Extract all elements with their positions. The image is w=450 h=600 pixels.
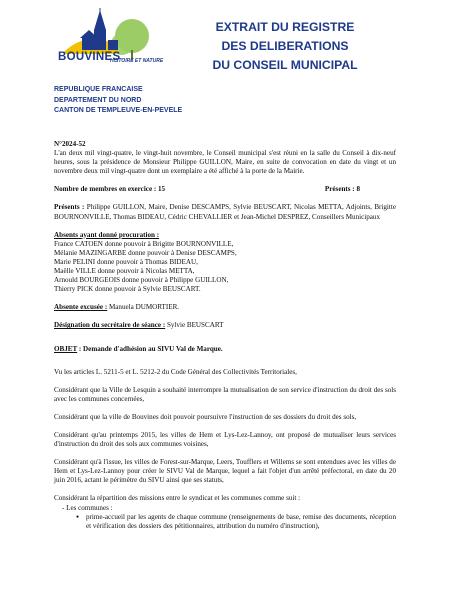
admin-republique: REPUBLIQUE FRANCAISE bbox=[54, 86, 143, 93]
title-line-3: DU CONSEIL MUNICIPAL bbox=[212, 58, 358, 72]
logo-name: BOUVINES bbox=[58, 51, 121, 63]
present-names: Philippe GUILLON, Maire, Denise DESCAMPS, Sylvie BEUSCART, Nicolas METTA, Adjoints, Brigitte BOURNONVILLE, Thomas BIDEAU, Cédric CHEVALLIER et Jean-Michel DESPREZ, Conseillers Municipaux bbox=[54, 203, 396, 221]
communes-bullets bbox=[62, 513, 396, 531]
list-item: ● prime-accueil par les agents de chaque commune (renseignements de base, remise des documents, réception et vérification des dossiers des pétitionnaires, attribution du numéro d'instruction), bbox=[78, 513, 396, 531]
proxy-item: Maëlle VILLE donne pouvoir à Nicolas METTA, bbox=[54, 267, 195, 276]
members-present: Présents : 8 bbox=[324, 185, 360, 194]
object-line bbox=[54, 345, 396, 354]
proxy-item: Thierry PICK donne pouvoir à Sylvie BEUSCART. bbox=[54, 285, 201, 294]
consideration-paragraph: Considérant que la ville de Bouvines doit pouvoir poursuivre l'instruction de ses dossiers du droit des sols, bbox=[54, 412, 357, 421]
members-count-row bbox=[54, 185, 396, 194]
consideration-paragraph: Considérant qu'au printemps 2015, les villes de Hem et Lys-Lez-Lannoy, ont proposé de mutualiser leurs services d'instruction du droit des sols aux communes voisines, bbox=[54, 430, 396, 449]
present-label: Présents : bbox=[54, 203, 85, 212]
document-title bbox=[190, 18, 380, 75]
list-item bbox=[62, 504, 396, 531]
excused-line bbox=[54, 303, 396, 312]
members-in-office: Nombre de membres en exercice : 15 bbox=[54, 185, 166, 194]
proxy-label: Absents ayant donné procuration : bbox=[54, 230, 160, 239]
consideration-paragraph: Vu les articles L. 5211-5 et L. 5212-2 du Code Général des Collectivités Territoriales, bbox=[54, 367, 297, 376]
intro-paragraph: L'an deux mil vingt-quatre, le vingt-huit novembre, le Conseil municipal s'est réuni en la salle du Conseil à dix-neuf heures, sous la présidence de Monsieur Philippe GUILLON, Maire, en suite de convocation en date du vingt et un novembre deux mil vingt-quatre dont un exemplaire a été affiché à la porte de la Mairie. bbox=[54, 149, 396, 176]
admin-departement: DEPARTEMENT DU NORD bbox=[54, 96, 142, 104]
logo-wordmark bbox=[58, 51, 168, 63]
present-paragraph bbox=[54, 203, 396, 221]
proxy-item: Mélanie MAZINGARBE donne pouvoir à Denise DESCAMPS, bbox=[54, 248, 237, 257]
admin-canton: CANTON DE TEMPLEUVE-EN-PEVELE bbox=[54, 107, 183, 114]
logo-tagline: HISTOIRE ET NATURE bbox=[110, 58, 164, 64]
proxy-item: Arnould BOURGEOIS donne pouvoir à Philippe GUILLON, bbox=[54, 276, 229, 285]
bouvines-logo-icon bbox=[58, 6, 158, 76]
proxy-item: France CATOEN donne pouvoir à Brigitte BOURNONVILLE, bbox=[54, 239, 234, 248]
title-line-2: DES DELIBERATIONS bbox=[221, 39, 349, 53]
administrative-header bbox=[54, 85, 182, 117]
object-text: : Demande d'adhésion au SIVU Val de Marque. bbox=[77, 344, 223, 353]
excused-label: Absente excusée : bbox=[54, 303, 108, 312]
secretary-name: Sylvie BEUSCART bbox=[165, 321, 224, 330]
deliberation-number: N°2024-52 bbox=[54, 140, 86, 148]
communes-label: Les communes : bbox=[66, 503, 113, 512]
communes-list bbox=[54, 504, 396, 531]
deliberation-body bbox=[54, 140, 396, 531]
excused-name: Manuela DUMORTIER. bbox=[107, 303, 180, 312]
consideration-paragraph: Considérant que la Ville de Lesquin a souhaité interrompre la mutualisation de son service d'instruction du droit des sols avec les communes concernées, bbox=[54, 385, 396, 403]
proxy-item: Marie PELINI donne pouvoir à Thomas BIDEAU, bbox=[54, 257, 198, 266]
consideration-paragraph: Considérant la répartition des missions entre le syndicat et les communes comme suit : bbox=[54, 494, 301, 503]
title-line-1: EXTRAIT DU REGISTRE bbox=[215, 20, 355, 34]
secretary-line bbox=[54, 321, 396, 330]
consideration-paragraph: Considérant qu'à l'issue, les villes de Forest-sur-Marque, Leers, Toufflers et Willems se sont entendues avec les villes de Hem et Lys-Lez-Lannoy pour créer le SIVU Val de Marque, lequel a fait l'objet d'un arrêté préfectoral, en date du 20 juin 2016, actant le périmètre du SIVU ainsi que ses statuts, bbox=[54, 458, 396, 485]
object-label: OBJET bbox=[54, 344, 78, 353]
secretary-label: Désignation du secrétaire de séance : bbox=[54, 321, 166, 330]
